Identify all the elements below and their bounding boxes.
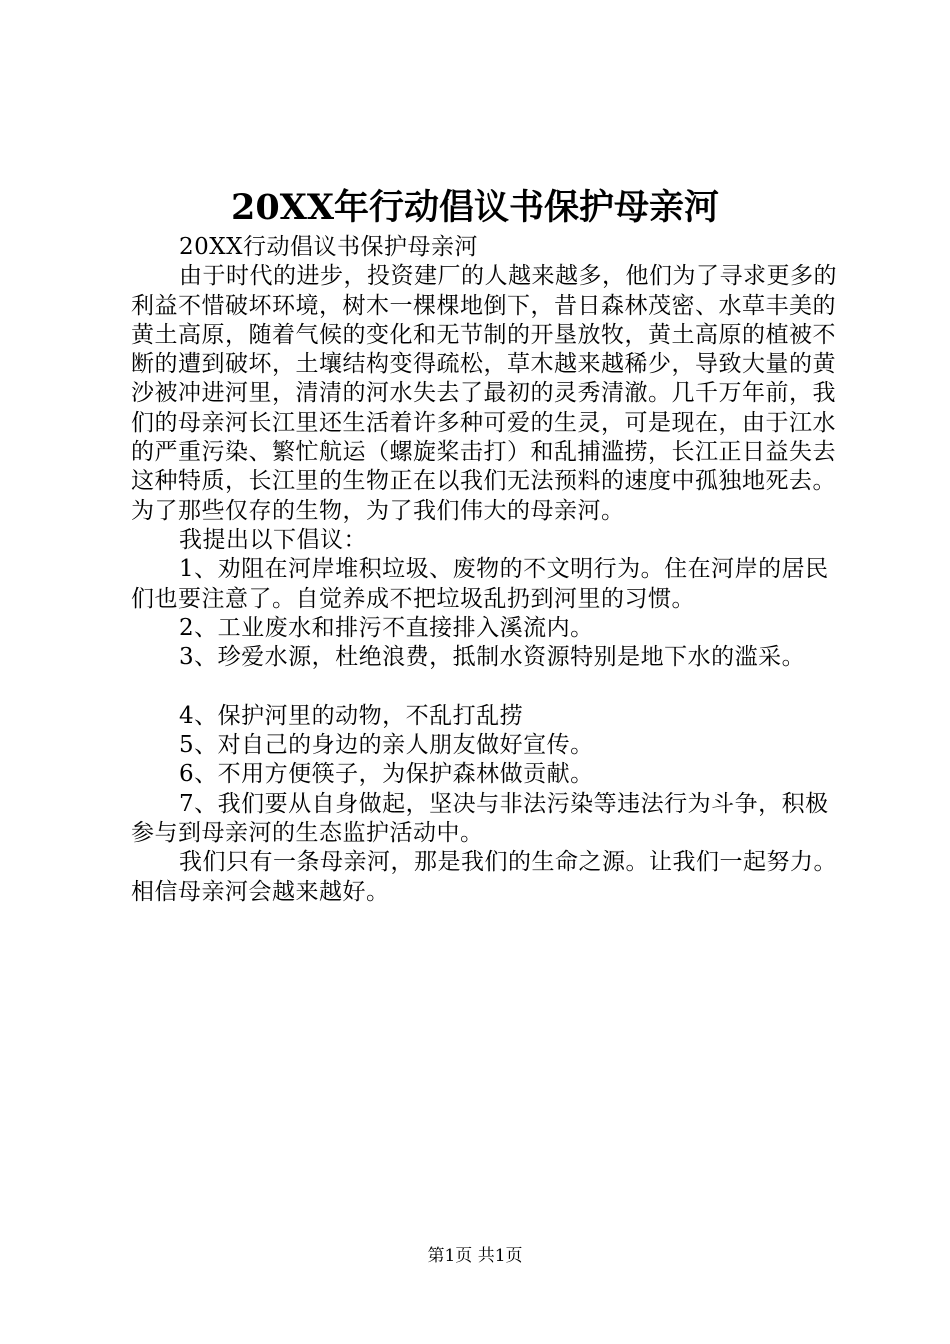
blank-line — [131, 672, 846, 701]
page-title: 20XX年行动倡议书保护母亲河 — [230, 187, 720, 228]
proposal-item-5: 5、对自己的身边的亲人朋友做好宣传。 — [179, 732, 594, 759]
proposal-item-6: 6、不用方便筷子，为保护森林做贡献。 — [179, 761, 594, 788]
proposal-item-1: 1、劝阻在河岸堆积垃圾、废物的不文明行为。住在河岸的居民们也要注意了。自觉养成不把垃圾乱扔到河里的习惯。 — [131, 556, 829, 612]
proposal-heading: 我提出以下倡议： — [179, 526, 367, 553]
proposal-item-2: 2、工业废水和排污不直接排入溪流内。 — [179, 614, 594, 641]
document-body — [131, 233, 846, 907]
closing-paragraph: 我们只有一条母亲河，那是我们的生命之源。让我们一起努力。相信母亲河会越来越好。 — [131, 849, 837, 905]
proposal-item-4: 4、保护河里的动物，不乱打乱捞 — [179, 702, 524, 729]
page-footer: 第1页 共1页 — [427, 1246, 523, 1266]
subtitle: 20XX行动倡议书保护母亲河 — [179, 234, 479, 260]
proposal-item-3: 3、珍爱水源，杜绝浪费，抵制水资源特别是地下水的滥采。 — [179, 644, 806, 671]
intro-paragraph: 由于时代的进步，投资建厂的人越来越多，他们为了寻求更多的利益不惜破坏环境，树木一棵棵地倒下，昔日森林茂密、水草丰美的黄土高原，随着气候的变化和无节制的开垦放牧，黄土高原的植被不断的遭到破坏，土壤结构变得疏松，草木越来越稀少，导致大量的黄沙被冲进河里，清清的河水失去了最初的灵秀清澈。几千万年前，我们的母亲河长江里还生活着许多种可爱的生灵，可是现在，由于江水的严重污染、繁忙航运（螺旋桨击打）和乱捕滥捞，长江正日益失去这种特质，长江里的生物正在以我们无法预料的速度中孤独地死去。为了那些仅存的生物，为了我们伟大的母亲河。 — [131, 263, 837, 524]
proposal-item-7: 7、我们要从自身做起，坚决与非法污染等违法行为斗争，积极参与到母亲河的生态监护活动中。 — [131, 790, 829, 846]
